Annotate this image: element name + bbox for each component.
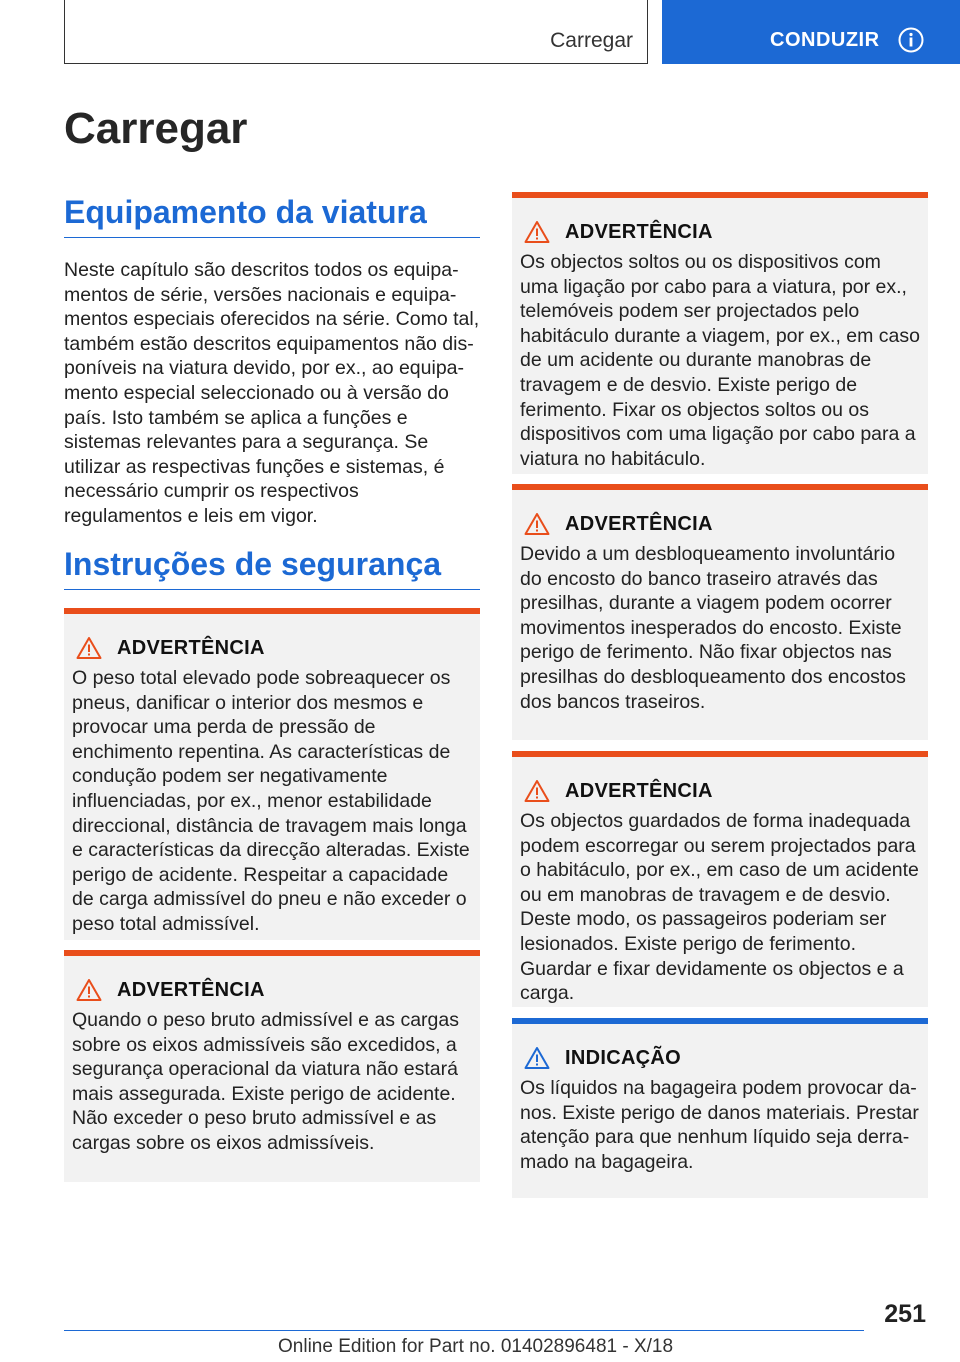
info-icon[interactable] xyxy=(898,27,924,53)
warning-triangle-icon xyxy=(76,978,102,1002)
warning-title: ADVERTÊNCIA xyxy=(117,636,265,659)
warning-text: Quando o peso bruto admissível e as cargas sobre os eixos admissíveis são excedidos, a segurança operacional da viatura não estará mais assegurada. Existe perigo de acidente. Não exceder o peso bruto admissível e as cargas sobre os eixos admissíveis. xyxy=(72,1009,459,1154)
warning-box xyxy=(512,484,928,740)
warning-triangle-icon xyxy=(524,220,550,244)
note-box xyxy=(512,1018,928,1198)
warning-triangle-icon xyxy=(524,1046,550,1070)
warning-box xyxy=(512,192,928,474)
warning-title: ADVERTÊNCIA xyxy=(565,779,713,802)
intro-paragraph: Neste capítulo são descritos todos os equipamentos de série, versões nacionais e equipamentos especiais oferecidos na série. Como tal, também estão descritos equipamentos não disponíveis na viatura devido, por ex., ao equipamento especial seleccionado ou à versão do país. Isto também se aplica a funções e sistemas relevantes para a segurança. Se utilizar as respectivas funções e sistemas, é necessário cumprir os respectivos regulamentos e leis em vigor. xyxy=(64,259,480,527)
warning-text: Devido a um desbloqueamento involuntário do encosto do banco traseiro através das presilhas, durante a viagem podem ocorrer movimentos inesperados do encosto. Existe perigo de ferimento. Não fixar objectos nas presilhas do desbloqueamento dos encostos dos bancos traseiros. xyxy=(520,543,906,713)
page-number: 251 xyxy=(884,1300,926,1328)
warning-text: Os objectos guardados de forma inadequada podem escorregar ou serem projectados para o habitáculo, por ex., em caso de um acidente ou em manobras de travagem e de desvio. Deste modo, os passageiros poderiam ser lesionados. Existe perigo de ferimento. Guardar e fixar devidamente os objectos e a carga. xyxy=(520,810,919,1005)
warning-triangle-icon xyxy=(76,636,102,660)
warning-title: ADVERTÊNCIA xyxy=(565,220,713,243)
section-tab[interactable] xyxy=(64,0,648,64)
active-tab-label: CONDUZIR xyxy=(770,29,880,51)
active-tab[interactable] xyxy=(662,0,960,64)
section-heading-equipment: Equipamento da viatura xyxy=(64,194,480,238)
warning-title: ADVERTÊNCIA xyxy=(117,978,265,1001)
warning-triangle-icon xyxy=(524,779,550,803)
warning-text: Os objectos soltos ou os dispositivos com uma ligação por cabo para a viatura, por ex., telemóveis podem ser projectados pelo habitáculo durante a viagem, por ex., em caso de um acidente ou durante manobras de travagem e de desvio. Existe perigo de ferimento. Fixar os objectos soltos ou os dispositivos com uma ligação por cabo para a viatura no habitáculo. xyxy=(520,251,920,470)
section-heading-safety: Instruções de segurança xyxy=(64,546,480,590)
warning-box xyxy=(512,751,928,1007)
warning-box xyxy=(64,608,480,940)
warning-title: ADVERTÊNCIA xyxy=(565,512,713,535)
footer-divider xyxy=(64,1330,864,1331)
page-title: Carregar xyxy=(64,104,248,153)
section-tab-label: Carregar xyxy=(550,29,633,52)
warning-box xyxy=(64,950,480,1182)
warning-text: O peso total elevado pode sobreaquecer os pneus, danificar o interior dos mesmos e provocar uma perda de pressão de enchimento repentina. As características de condução podem ser negativamente influenciadas, por ex., menor estabilidade direccional, distância de travagem mais longa e características da direcção alteradas. Existe perigo de acidente. Respeitar a capacidade de carga admissível do pneu e não exceder o peso total admissível. xyxy=(72,667,470,935)
note-title: INDICAÇÃO xyxy=(565,1046,682,1069)
note-text: Os líquidos na bagageira podem provocar danos. Existe perigo de danos materiais. Prestar atenção para que nenhum líquido seja derramado na bagageira. xyxy=(520,1077,919,1173)
warning-triangle-icon xyxy=(524,512,550,536)
footer-edition: Online Edition for Part no. 01402896481 - X/18 xyxy=(278,1336,674,1357)
